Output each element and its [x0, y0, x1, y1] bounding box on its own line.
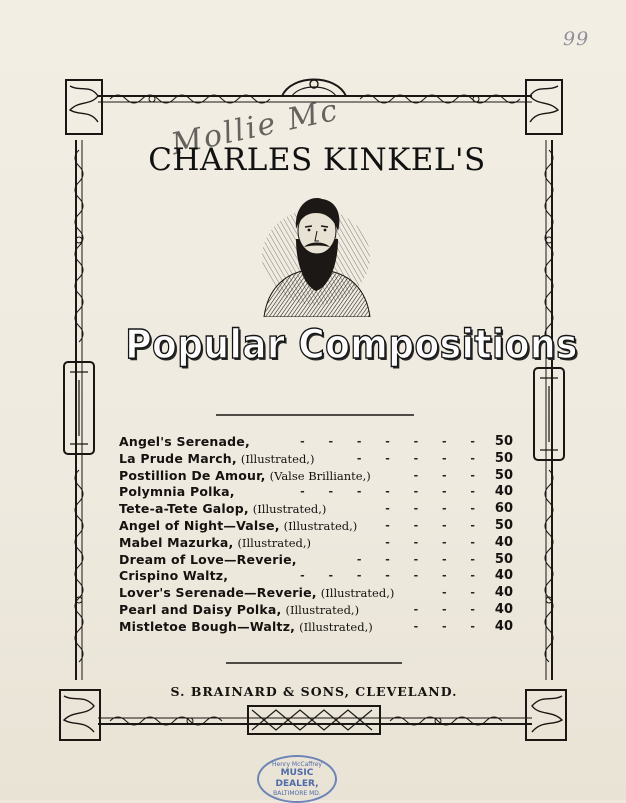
composition-note: (Illustrated,)	[240, 451, 315, 466]
composition-price: 50	[494, 467, 513, 483]
leader-dashes: - - -	[413, 619, 485, 633]
composition-title: Postillion De Amour,	[119, 467, 266, 483]
leader-dashes: - -	[442, 586, 485, 600]
composition-row	[119, 434, 513, 451]
composition-note: (Illustrated,)	[299, 619, 373, 634]
composition-title: Angel of Night—Valse,	[119, 517, 280, 533]
composition-row	[119, 535, 513, 552]
leader-dashes: - - - - - - -	[300, 485, 485, 499]
composition-row	[119, 501, 513, 518]
composition-price: 50	[494, 434, 513, 449]
stamp-dealer-title: MUSIC DEALER,	[275, 768, 319, 789]
composition-title: Lover's Serenade—Reverie,	[119, 585, 317, 601]
composition-price: 50	[494, 450, 513, 466]
stamp-dealer-city: BALTIMORE MD.	[273, 790, 321, 797]
composer-portrait	[258, 191, 374, 317]
composition-note: (Illustrated,)	[283, 518, 358, 533]
composition-note: (Valse Brilliante,)	[269, 468, 371, 483]
leader-dashes: - - -	[413, 468, 485, 482]
publisher-imprint: S. BRAINARD & SONS, CLEVELAND.	[170, 684, 458, 699]
composition-row	[119, 468, 513, 485]
composition-title: Mistletoe Bough—Waltz,	[119, 618, 296, 634]
collection-subtitle: Popular Compositions	[125, 322, 578, 368]
composition-row	[119, 585, 513, 602]
composition-title: Polymnia Polka,	[119, 484, 235, 500]
handwritten-signature: Mollie Mc	[168, 92, 343, 163]
leader-dashes: - - - - - - -	[300, 435, 485, 448]
composition-note: (Illustrated,)	[252, 502, 327, 517]
leader-dashes: - - - - -	[356, 552, 485, 566]
composition-price: 40	[494, 601, 513, 617]
leader-dashes: - - - -	[385, 518, 485, 532]
composition-row	[119, 451, 513, 468]
leader-dashes: - - - -	[385, 502, 485, 516]
composition-row	[119, 602, 513, 619]
composition-list	[119, 434, 513, 636]
composition-row	[119, 518, 513, 535]
composition-price: 40	[494, 534, 513, 550]
stamp-dealer-name: Henry McCaffrey	[272, 761, 322, 768]
leader-dashes: - - - -	[385, 535, 485, 549]
composition-row	[119, 568, 513, 585]
composition-price: 40	[494, 585, 513, 601]
composition-title: Crispino Waltz,	[119, 568, 229, 584]
composition-price: 40	[494, 568, 513, 584]
composition-price: 50	[494, 517, 513, 533]
leader-dashes: - - - - - - -	[300, 569, 485, 583]
leader-dashes: - - - - -	[356, 451, 485, 465]
composition-row	[119, 619, 513, 636]
composition-title: Mabel Mazurka,	[119, 534, 234, 550]
composition-row	[119, 484, 513, 501]
composition-title: Pearl and Daisy Polka,	[119, 601, 282, 617]
composition-row	[119, 552, 513, 569]
composition-price: 50	[494, 551, 513, 567]
composition-note: (Illustrated,)	[285, 602, 360, 617]
composition-title: Dream of Love—Reverie,	[119, 551, 297, 567]
composition-note: (Illustrated,)	[320, 586, 395, 601]
composition-price: 40	[494, 618, 513, 634]
composition-note: (Illustrated,)	[237, 535, 312, 550]
composition-title: Angel's Serenade,	[119, 434, 250, 449]
pencil-page-number: 99	[563, 28, 590, 50]
composition-title: La Prude March,	[119, 450, 237, 466]
composer-title: CHARLES KINKEL'S	[148, 142, 486, 178]
composition-price: 60	[494, 501, 513, 517]
leader-dashes: - - -	[413, 602, 485, 616]
bottom-divider-rule	[226, 660, 402, 666]
top-divider-rule	[216, 412, 414, 418]
composition-price: 40	[494, 484, 513, 500]
composition-title: Tete-a-Tete Galop,	[119, 501, 249, 517]
dealer-stamp	[257, 755, 337, 803]
